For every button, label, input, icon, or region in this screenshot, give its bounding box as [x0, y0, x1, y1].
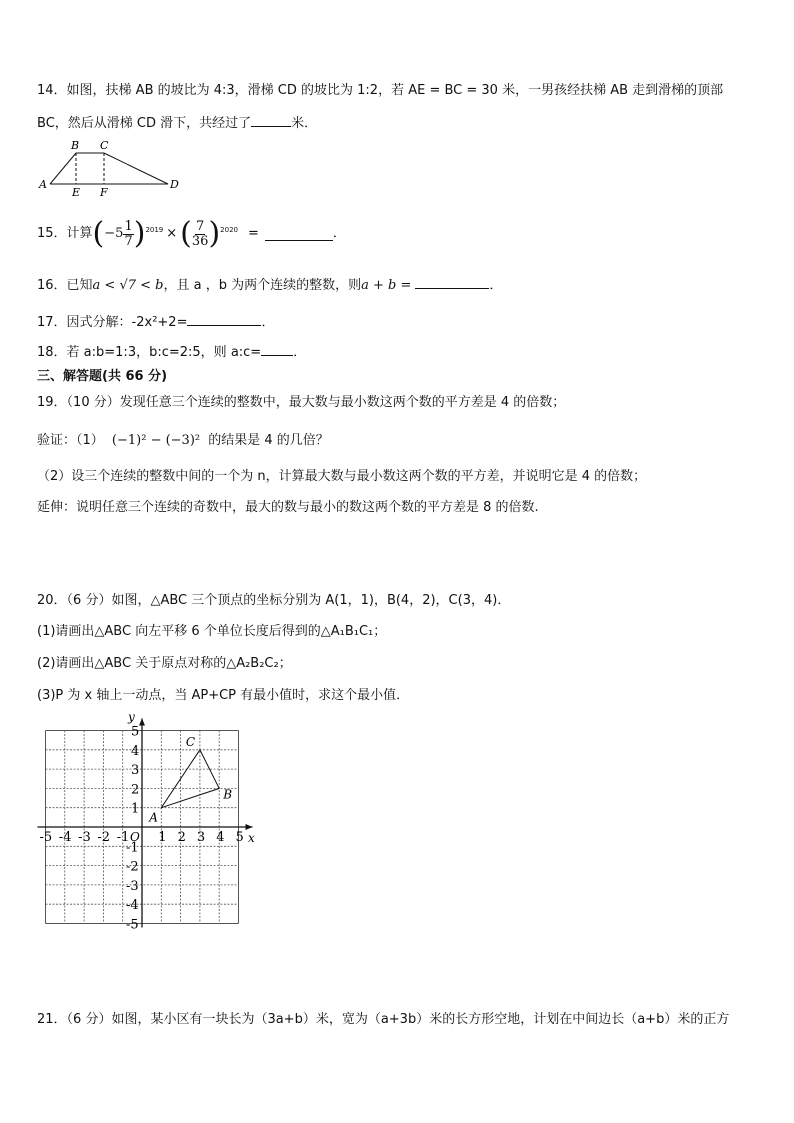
q17-text: 17．因式分解：-2x²+2= [37, 315, 188, 330]
point-label-A: A [149, 810, 158, 825]
q15-fraction-1 [123, 220, 133, 249]
x-tick-label: -3 [78, 830, 91, 845]
y-tick-label: -5 [126, 917, 139, 933]
q15-frac1-denominator: 7 [124, 233, 133, 249]
y-tick-label: -4 [126, 898, 139, 914]
x-axis-arrow [246, 824, 253, 830]
point-label-B: B [223, 787, 233, 802]
q21-line1: 21．（6 分）如图，某小区有一块长为（3a+b）米，宽为（a+3b）米的长方形空地，计划在中间边长（a+b）米的正方 [37, 1012, 730, 1027]
q19-line1: 19．（10 分）发现任意三个连续的整数中，最大数与最小数这两个数的平方差是 4 的倍数； [37, 395, 566, 410]
q17-line [37, 313, 274, 332]
q15-minus-whole: −5 [104, 226, 124, 241]
label-B: B [71, 139, 80, 152]
x-tick-label: 2 [177, 830, 186, 845]
q14-line2 [37, 114, 317, 133]
triangle-outline [161, 750, 219, 808]
q20-line2: (1)请画出△ABC 向左平移 6 个单位长度后得到的△A₁B₁C₁； [37, 624, 387, 639]
x-tick-label: -4 [58, 830, 72, 845]
y-tick-label: 5 [131, 724, 140, 740]
q15-exponent-1: 2019 [145, 226, 164, 234]
q15-paren-close-2: ) [208, 216, 221, 251]
point-label-C: C [185, 734, 196, 749]
y-tick-label: 2 [131, 782, 140, 798]
x-tick-label: 1 [158, 830, 167, 845]
q15-exponent-2: 2020 [220, 226, 238, 234]
q19-line2 [37, 432, 329, 450]
q18-answer-blank [261, 343, 293, 356]
q18-text: 18．若 a:b=1:3，b:c=2:5，则 a:c= [37, 345, 262, 360]
q19-verify-prefix: 验证：（1） [37, 433, 104, 448]
q16-line [37, 276, 502, 295]
q14-trapezoid-figure [36, 138, 186, 196]
q19-line4: 延伸：说明任意三个连续的奇数中，最大的数与最小的数这两个数的平方差是 8 的倍数. [37, 500, 539, 515]
x-tick-label: -5 [39, 830, 53, 845]
q19-verify-expr: (−1)² − (−3)² [111, 433, 201, 448]
q15-suffix: ． [332, 226, 346, 241]
q17-answer-blank [187, 313, 261, 326]
segment-AB [50, 153, 76, 184]
q20-line1: 20．（6 分）如图，△ABC 三个顶点的坐标分别为 A(1，1)，B(4，2)，C(3，4)． [37, 593, 511, 608]
q19-verify-suffix: 的结果是 4 的几倍？ [208, 433, 329, 448]
q16-suffix: ． [489, 278, 503, 293]
q15-paren-open-2: ( [180, 216, 192, 251]
q16-answer-blank [415, 276, 489, 289]
q15-line [37, 214, 346, 254]
q15-paren-close-1: ) [133, 216, 146, 251]
q15-times: × [166, 226, 178, 241]
q15-frac1-numerator: 1 [124, 218, 133, 234]
y-tick-label: 1 [131, 801, 140, 817]
q20-coordinate-grid [30, 708, 270, 940]
q16-expr: a + b = [361, 278, 412, 293]
section-title: 三、解答题(共 66 分) [37, 369, 168, 384]
q14-line2-text: BC，然后从滑梯 CD 滑下，共经过了 [37, 116, 252, 131]
y-tick-label: 4 [131, 743, 140, 759]
q18-line [37, 343, 306, 362]
q16-prefix: 16．已知 [37, 278, 93, 293]
x-axis-label: x [248, 831, 255, 845]
q17-suffix: ． [261, 315, 275, 330]
q14-answer-blank [251, 114, 291, 127]
label-E: E [72, 186, 81, 196]
y-tick-label: -3 [126, 878, 139, 894]
x-tick-label: 3 [196, 830, 206, 845]
q20-line4: (3)P 为 x 轴上一动点，当 AP+CP 有最小值时，求这个最小值． [37, 688, 410, 703]
origin-label: O [130, 830, 140, 844]
x-tick-label: -1 [116, 830, 130, 845]
label-C: C [100, 139, 109, 152]
q16-middle: ，且 a ，b 为两个连续的整数，则 [163, 278, 362, 293]
q15-paren-open-1: ( [92, 216, 105, 251]
y-tick-label: -2 [126, 859, 139, 875]
triangle-abc [148, 735, 232, 825]
q15-equals: = [247, 226, 259, 241]
q15-prefix: 15．计算 [37, 226, 93, 241]
q15-frac2-denominator: 36 [191, 233, 209, 249]
q19-line3: （2）设三个连续的整数中间的一个为 n，计算最大数与最小数这两个数的平方差，并说明它是 4 的倍数； [37, 469, 647, 484]
x-tick-label: 4 [216, 830, 225, 845]
y-tick-label: -1 [126, 840, 139, 856]
q14-line1: 14．如图，扶梯 AB 的坡比为 4:3，滑梯 CD 的坡比为 1:2，若 AE = BC = 30 米，一男孩经扶梯 AB 走到滑梯的顶部 [37, 83, 724, 98]
q15-fraction-2 [192, 220, 209, 249]
q14-line2-suffix: 米． [291, 116, 318, 131]
q18-suffix: ． [293, 345, 307, 360]
label-D: D [170, 178, 179, 191]
y-axis-arrow [139, 719, 145, 726]
segment-CD [104, 153, 168, 184]
x-tick-label: -2 [97, 830, 111, 845]
q15-answer-blank [265, 228, 333, 241]
y-axis-label: y [128, 710, 135, 724]
label-F: F [100, 186, 108, 196]
label-A: A [39, 178, 47, 191]
q15-frac2-numerator: 7 [196, 218, 205, 234]
q20-line3: (2)请画出△ABC 关于原点对称的△A₂B₂C₂； [37, 656, 292, 671]
x-tick-label: 5 [235, 830, 244, 845]
q16-condition: a < √7 < b [92, 278, 164, 293]
y-tick-label: 3 [131, 763, 140, 779]
